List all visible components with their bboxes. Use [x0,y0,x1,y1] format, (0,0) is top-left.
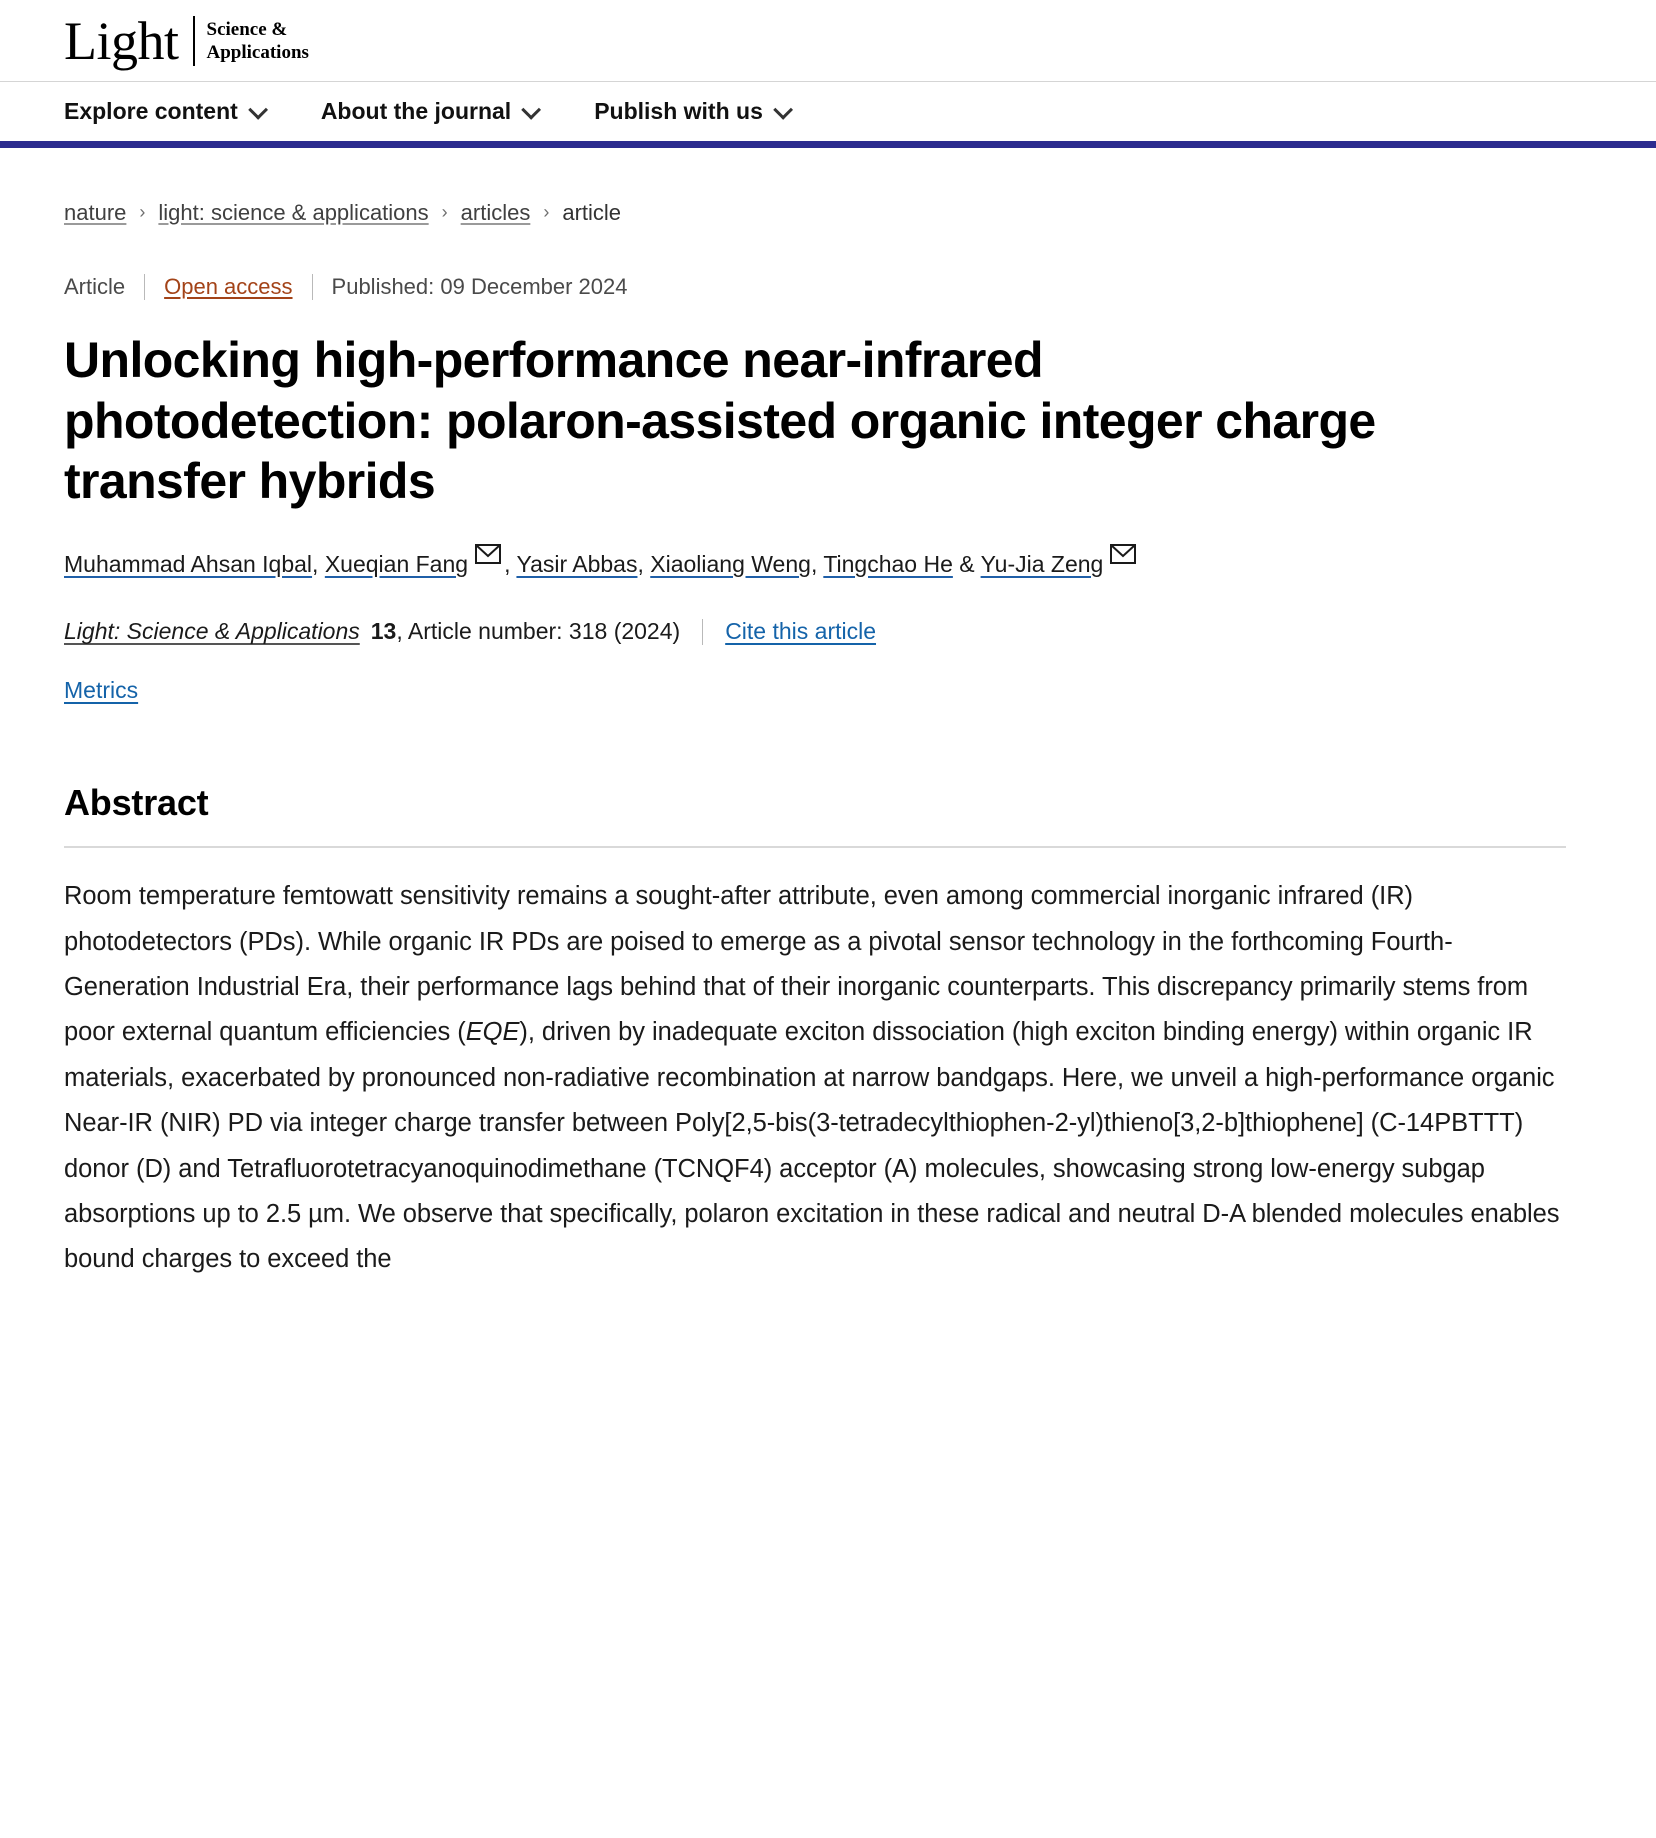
article-meta-line [64,274,1592,300]
metrics-link[interactable]: Metrics [64,677,139,704]
meta-divider [312,274,313,300]
author-sep-4: , [810,550,824,577]
logo-subtitle-line1: Science & [206,18,288,40]
nav-item-label: Publish with us [594,98,763,124]
author-sep-3: , [637,550,651,577]
author-link-2[interactable]: Xueqian Fang [324,550,469,577]
masthead [0,0,1656,82]
published-date: Published: 09 December 2024 [331,274,628,299]
breadcrumb-separator-icon: › [139,201,146,222]
citation-volume: 13 [370,618,397,645]
breadcrumb-item-article: article [562,200,622,225]
breadcrumb-separator-icon: › [543,201,550,222]
abstract-divider [64,846,1566,848]
article-type: Article [64,274,126,299]
breadcrumb-item-journal[interactable]: light: science & applications [158,200,429,225]
author-link-3[interactable]: Yasir Abbas [516,550,638,577]
author-link-6[interactable]: Yu-Jia Zeng [980,550,1104,577]
author-link-5[interactable]: Tingchao He [823,550,953,577]
open-access-link[interactable]: Open access [164,274,293,299]
author-link-4[interactable]: Xiaoliang Weng [650,550,811,577]
abstract-text-part1: Room temperature femtowatt sensitivity remains a sought-after attribute, even among commercial inorganic infrared (IR) photodetectors (PDs). While organic IR PDs are poised to emerge as a pivotal sensor technology in the forthcoming Fourth-Generation Industrial Era, their performance lags behind that of their inorganic counterparts. This discrepancy primarily stems from poor external quantum efficiencies ( [64,882,1529,1047]
nav-item-publish-with-us[interactable] [594,98,788,125]
breadcrumb-item-articles[interactable]: articles [460,200,531,225]
breadcrumb [64,200,1592,226]
logo-subtitle [207,18,309,64]
nav-item-explore-content[interactable] [64,98,263,125]
author-link-1[interactable]: Muhammad Ahsan Iqbal [64,550,313,577]
logo-subtitle-line2: Applications [206,41,309,63]
citation-article-number: , Article number: 318 (2024) [396,618,681,645]
author-sep-2: , [504,550,517,577]
journal-logo[interactable] [64,10,309,71]
breadcrumb-separator-icon: › [441,201,448,222]
logo-wordmark: Light [64,10,179,71]
article-content [0,200,1656,1283]
citation-journal-link[interactable]: Light: Science & Applications [64,618,360,645]
meta-divider [144,274,145,300]
corresponding-author-email-icon[interactable] [1110,544,1136,564]
chevron-down-icon [773,99,793,119]
abstract-paragraph [64,874,1562,1282]
abstract-text-part2: ), driven by inadequate exciton dissociation (high exciton binding energy) within organic IR materials, exacerbated by pronounced non-radiative recombination at narrow bandgaps. Here, we unveil a high-performance organic Near-IR (NIR) PD via integer charge transfer between Poly[2,5-bis(3-tetradecylthiophen-2-yl)thieno[3,2-b]thiophene] (C-14PBTTT) donor (D) and Tetrafluorotetracyanoquinodimethane (TCNQF4) acceptor (A) molecules, showcasing strong low-energy subgap absorptions up to 2.5 µm. We observe that specifically, polaron excitation in these radical and neutral D-A blended molecules enables bound charges to exceed the [64,1018,1560,1274]
breadcrumb-item-nature[interactable]: nature [64,200,127,225]
author-list [64,546,1494,583]
citation-line [64,618,1592,645]
abstract-italic-eqe: EQE [465,1018,520,1047]
author-sep-5: & [952,550,981,577]
nav-item-about-the-journal[interactable] [321,98,536,125]
abstract-heading: Abstract [64,782,209,824]
page-title: Unlocking high-performance near-infrared photodetection: polaron-assisted organic integer charge transfer hybrids [64,332,1376,509]
chevron-down-icon [521,99,541,119]
logo-divider [193,16,195,66]
nav-item-label: About the journal [320,98,512,124]
metrics-row [64,677,1592,704]
chevron-down-icon [248,99,268,119]
main-navigation [0,82,1656,148]
corresponding-author-email-icon[interactable] [475,544,501,564]
nav-item-label: Explore content [64,98,238,124]
citation-divider [702,619,703,645]
author-sep-1: , [312,550,325,577]
cite-this-article-link[interactable]: Cite this article [725,618,877,645]
